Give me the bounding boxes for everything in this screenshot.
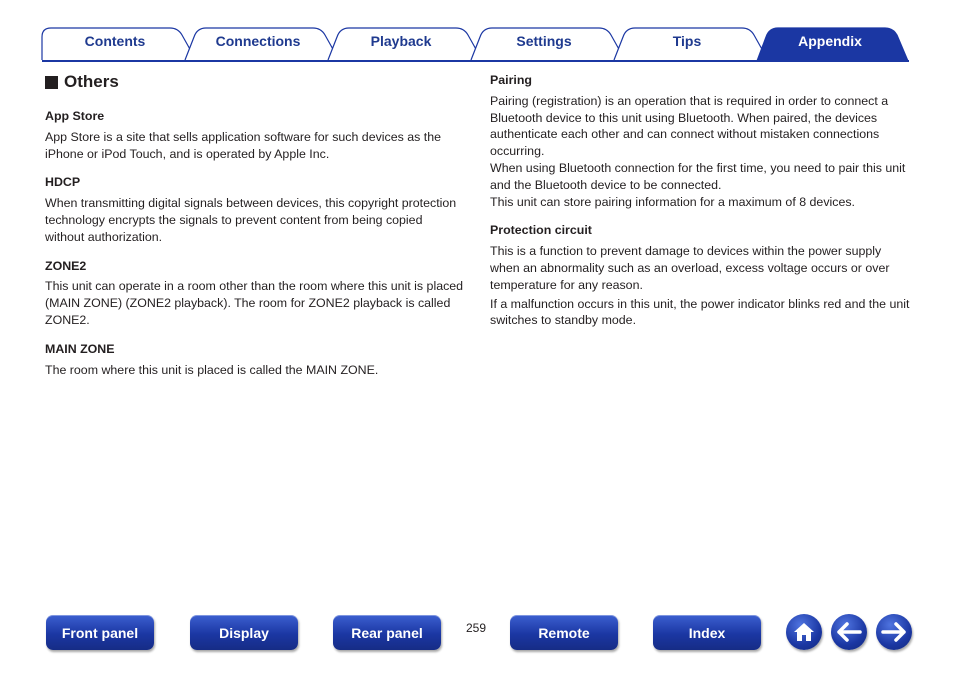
front-panel-button[interactable]: Front panel — [46, 615, 154, 650]
term-main-zone: MAIN ZONE — [45, 341, 115, 356]
desc-hdcp: When transmitting digital signals between devices, this copyright protection technology encrypts the signals to prevent content from being copied without authorization. — [45, 196, 457, 244]
home-button[interactable] — [786, 614, 822, 650]
tab-playback[interactable]: Playback — [370, 33, 432, 49]
desc-pairing — [490, 93, 910, 211]
forward-arrow-icon — [881, 622, 907, 642]
term-zone2: ZONE2 — [45, 258, 87, 273]
tab-appendix[interactable]: Appendix — [798, 33, 862, 49]
term-protection-circuit: Protection circuit — [490, 223, 592, 238]
protection-paragraph-2: If a malfunction occurs in this unit, the power indicator blinks red and the unit switches to standby mode. — [490, 296, 910, 328]
desc-protection-circuit — [490, 243, 910, 329]
left-column — [45, 108, 465, 378]
right-column — [490, 72, 910, 329]
index-button[interactable]: Index — [653, 615, 761, 650]
desc-main-zone: The room where this unit is placed is called the MAIN ZONE. — [45, 362, 379, 377]
tab-tips[interactable]: Tips — [672, 33, 702, 49]
pairing-paragraph-3: This unit can store pairing information for a maximum of 8 devices. — [490, 194, 855, 209]
forward-button[interactable] — [876, 614, 912, 650]
tab-shapes — [0, 0, 954, 64]
square-bullet-icon — [45, 76, 58, 89]
desc-app-store: App Store is a site that sells application software for such devices as the iPhone or iPod Touch, and is operated by Apple Inc. — [45, 129, 442, 161]
remote-button[interactable]: Remote — [510, 615, 618, 650]
term-app-store: App Store — [45, 109, 105, 123]
desc-zone2: This unit can operate in a room other than the room where this unit is placed (MAIN ZONE) (ZONE2 playback). The room for ZONE2 playback is called ZONE2. — [45, 279, 464, 327]
tab-bar — [0, 0, 954, 64]
protection-paragraph-1: This is a function to prevent damage to devices within the power supply when an abnormality such as an overload, excess voltage occurs or over temperature for any reason. — [490, 244, 890, 292]
pairing-paragraph-2: When using Bluetooth connection for the first time, you need to pair this unit and the Bluetooth device to be connected. — [490, 160, 906, 192]
home-icon — [792, 621, 816, 643]
display-button[interactable]: Display — [190, 615, 298, 650]
term-pairing: Pairing — [490, 73, 532, 87]
back-arrow-icon — [836, 622, 862, 642]
tab-contents[interactable]: Contents — [84, 33, 146, 49]
term-hdcp: HDCP — [45, 175, 81, 190]
page-title: Others — [64, 72, 119, 91]
back-button[interactable] — [831, 614, 867, 650]
pairing-paragraph-1: Pairing (registration) is an operation that is required in order to connect a Bluetooth device to this unit using Bluetooth. When paired, the devices authenticate each other and can connect without mistaken connections occurring. — [490, 93, 889, 159]
tab-settings[interactable]: Settings — [516, 33, 572, 49]
page-number: 259 — [465, 621, 487, 635]
tab-connections[interactable]: Connections — [215, 33, 301, 49]
rear-panel-button[interactable]: Rear panel — [333, 615, 441, 650]
section-heading — [45, 72, 119, 92]
